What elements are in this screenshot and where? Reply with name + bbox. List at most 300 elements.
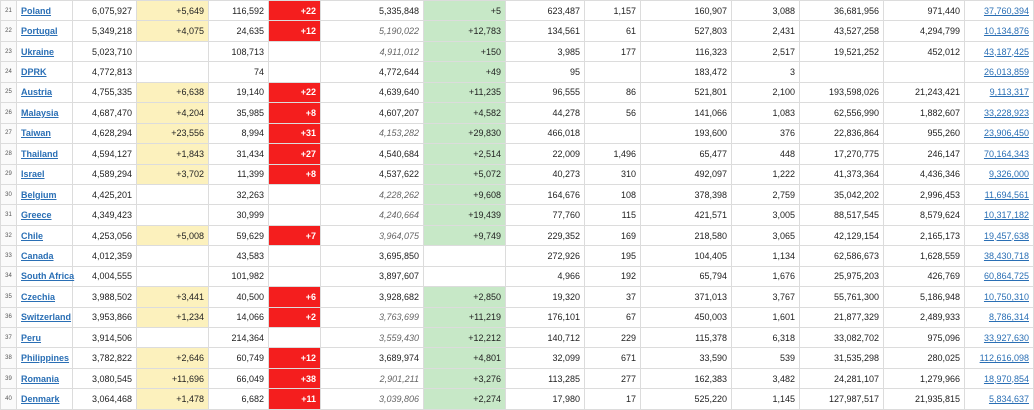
- total-deaths-cell: 59,629: [209, 225, 269, 245]
- total-deaths-cell: 101,982: [209, 266, 269, 286]
- new-cases-cell: [137, 184, 209, 204]
- rank-cell: 24: [1, 62, 17, 82]
- active-cell: 5,190,022: [321, 21, 424, 41]
- total-tests-cell: 36,681,956: [800, 1, 884, 21]
- population-link[interactable]: 60,864,725: [983, 271, 1029, 282]
- country-link[interactable]: Czechia: [21, 291, 56, 302]
- rank-cell: 22: [1, 21, 17, 41]
- total-cases-cell: 4,755,335: [73, 82, 137, 102]
- population-link[interactable]: 33,228,923: [983, 107, 1029, 118]
- serious-cell: [585, 62, 641, 82]
- active-cell: 4,639,640: [321, 82, 424, 102]
- new-cases-cell: +11,696: [137, 368, 209, 388]
- country-link[interactable]: Taiwan: [21, 128, 51, 139]
- rank-cell: 29: [1, 164, 17, 184]
- deaths-per-1m-cell: 3,767: [732, 287, 800, 307]
- country-cell[interactable]: [17, 41, 73, 61]
- total-cases-cell: 5,349,218: [73, 21, 137, 41]
- country-link[interactable]: Malaysia: [21, 107, 59, 118]
- tests-per-1m-cell: 4,294,799: [884, 21, 965, 41]
- total-deaths-cell: 30,999: [209, 205, 269, 225]
- population-link[interactable]: 112,616,098: [979, 353, 1029, 364]
- deaths-per-1m-cell: 2,431: [732, 21, 800, 41]
- new-cases-cell: [137, 246, 209, 266]
- table-row: [1, 328, 1034, 348]
- active-cases-cell: 176,101: [506, 307, 585, 327]
- population-cell[interactable]: [965, 62, 1034, 82]
- population-cell[interactable]: [965, 1, 1034, 21]
- population-cell[interactable]: [965, 123, 1034, 143]
- new-deaths-cell: [269, 62, 321, 82]
- population-cell[interactable]: [965, 184, 1034, 204]
- population-cell[interactable]: [965, 287, 1034, 307]
- table-row: [1, 21, 1034, 41]
- total-tests-cell: 31,535,298: [800, 348, 884, 368]
- active-cases-cell: 113,285: [506, 368, 585, 388]
- rank-cell: 40: [1, 389, 17, 409]
- serious-cell: 17: [585, 389, 641, 409]
- country-link[interactable]: DPRK: [21, 67, 47, 78]
- country-cell[interactable]: [17, 123, 73, 143]
- country-cell[interactable]: [17, 103, 73, 123]
- total-cases-cell: 4,687,470: [73, 103, 137, 123]
- serious-cell: 229: [585, 328, 641, 348]
- cases-per-1m-cell: 160,907: [641, 1, 732, 21]
- population-link[interactable]: 43,187,425: [983, 46, 1029, 57]
- serious-cell: 67: [585, 307, 641, 327]
- table-row: [1, 184, 1034, 204]
- active-cases-cell: 95: [506, 62, 585, 82]
- new-deaths-cell: +27: [269, 144, 321, 164]
- active-cell: 4,153,282: [321, 123, 424, 143]
- cases-per-1m-cell: 65,477: [641, 144, 732, 164]
- country-link[interactable]: Israel: [21, 169, 45, 180]
- serious-cell: 192: [585, 266, 641, 286]
- population-link[interactable]: 26,013,859: [983, 67, 1029, 78]
- population-link[interactable]: 70,164,343: [983, 148, 1029, 159]
- rank-cell: 27: [1, 123, 17, 143]
- table-row: [1, 62, 1034, 82]
- rank-cell: 37: [1, 328, 17, 348]
- total-tests-cell: [800, 62, 884, 82]
- deaths-per-1m-cell: 2,759: [732, 184, 800, 204]
- population-link[interactable]: 19,457,638: [983, 230, 1029, 241]
- tests-per-1m-cell: 1,628,559: [884, 246, 965, 266]
- total-tests-cell: 127,987,517: [800, 389, 884, 409]
- total-tests-cell: 41,373,364: [800, 164, 884, 184]
- total-cases-cell: 3,080,545: [73, 368, 137, 388]
- active-cases-cell: 623,487: [506, 1, 585, 21]
- new-recovered-cell: +11,235: [424, 82, 506, 102]
- new-deaths-cell: +12: [269, 21, 321, 41]
- tests-per-1m-cell: 21,935,815: [884, 389, 965, 409]
- cases-per-1m-cell: 183,472: [641, 62, 732, 82]
- country-link[interactable]: Poland: [21, 5, 52, 16]
- country-cell[interactable]: [17, 21, 73, 41]
- active-cell: 3,928,682: [321, 287, 424, 307]
- cases-per-1m-cell: 33,590: [641, 348, 732, 368]
- total-tests-cell: 88,517,545: [800, 205, 884, 225]
- total-deaths-cell: 14,066: [209, 307, 269, 327]
- tests-per-1m-cell: 2,165,173: [884, 225, 965, 245]
- population-link[interactable]: 33,927,630: [983, 332, 1029, 343]
- country-cell[interactable]: [17, 225, 73, 245]
- active-cell: 3,763,699: [321, 307, 424, 327]
- active-cell: 4,240,664: [321, 205, 424, 225]
- total-cases-cell: 5,023,710: [73, 41, 137, 61]
- rank-cell: 33: [1, 246, 17, 266]
- total-deaths-cell: 60,749: [209, 348, 269, 368]
- new-cases-cell: [137, 328, 209, 348]
- country-cell[interactable]: [17, 164, 73, 184]
- country-cell[interactable]: [17, 1, 73, 21]
- country-cell[interactable]: [17, 348, 73, 368]
- active-cases-cell: 3,985: [506, 41, 585, 61]
- population-cell[interactable]: [965, 82, 1034, 102]
- deaths-per-1m-cell: 1,083: [732, 103, 800, 123]
- active-cases-cell: 22,009: [506, 144, 585, 164]
- new-cases-cell: +4,075: [137, 21, 209, 41]
- active-cases-cell: 134,561: [506, 21, 585, 41]
- new-recovered-cell: [424, 266, 506, 286]
- total-tests-cell: 24,281,107: [800, 368, 884, 388]
- population-cell[interactable]: [965, 307, 1034, 327]
- new-cases-cell: +1,234: [137, 307, 209, 327]
- new-cases-cell: +3,702: [137, 164, 209, 184]
- serious-cell: 115: [585, 205, 641, 225]
- new-recovered-cell: +5: [424, 1, 506, 21]
- table-row: [1, 287, 1034, 307]
- new-cases-cell: +1,478: [137, 389, 209, 409]
- new-deaths-cell: +38: [269, 368, 321, 388]
- country-link[interactable]: Portugal: [21, 26, 58, 37]
- deaths-per-1m-cell: 3,005: [732, 205, 800, 225]
- population-cell[interactable]: [965, 348, 1034, 368]
- active-cases-cell: 32,099: [506, 348, 585, 368]
- country-cell[interactable]: [17, 205, 73, 225]
- new-deaths-cell: +11: [269, 389, 321, 409]
- new-deaths-cell: [269, 266, 321, 286]
- new-deaths-cell: +22: [269, 82, 321, 102]
- country-cell[interactable]: [17, 328, 73, 348]
- active-cell: 2,901,211: [321, 368, 424, 388]
- cases-per-1m-cell: 378,398: [641, 184, 732, 204]
- table-row: [1, 307, 1034, 327]
- tests-per-1m-cell: 452,012: [884, 41, 965, 61]
- population-link[interactable]: 37,760,394: [983, 5, 1029, 16]
- total-tests-cell: 42,129,154: [800, 225, 884, 245]
- population-link[interactable]: 11,694,561: [984, 189, 1029, 200]
- tests-per-1m-cell: 975,096: [884, 328, 965, 348]
- tests-per-1m-cell: 4,436,346: [884, 164, 965, 184]
- table-row: [1, 144, 1034, 164]
- rank-cell: 38: [1, 348, 17, 368]
- table-row: [1, 41, 1034, 61]
- rank-cell: 39: [1, 368, 17, 388]
- country-cell[interactable]: [17, 307, 73, 327]
- new-cases-cell: [137, 266, 209, 286]
- new-recovered-cell: +29,830: [424, 123, 506, 143]
- population-cell[interactable]: [965, 368, 1034, 388]
- table-body: [1, 1, 1034, 410]
- total-cases-cell: 3,782,822: [73, 348, 137, 368]
- active-cases-cell: 164,676: [506, 184, 585, 204]
- total-cases-cell: 4,004,555: [73, 266, 137, 286]
- country-cell[interactable]: [17, 62, 73, 82]
- new-cases-cell: +2,646: [137, 348, 209, 368]
- total-deaths-cell: 35,985: [209, 103, 269, 123]
- cases-per-1m-cell: 116,323: [641, 41, 732, 61]
- new-recovered-cell: +11,219: [424, 307, 506, 327]
- cases-per-1m-cell: 193,600: [641, 123, 732, 143]
- tests-per-1m-cell: 8,579,624: [884, 205, 965, 225]
- serious-cell: 1,496: [585, 144, 641, 164]
- rank-cell: 31: [1, 205, 17, 225]
- population-link[interactable]: 10,750,310: [983, 291, 1029, 302]
- country-link[interactable]: Thailand: [21, 148, 59, 159]
- deaths-per-1m-cell: 1,601: [732, 307, 800, 327]
- serious-cell: 108: [585, 184, 641, 204]
- population-link[interactable]: 9,326,000: [988, 169, 1029, 180]
- cases-per-1m-cell: 115,378: [641, 328, 732, 348]
- active-cases-cell: 17,980: [506, 389, 585, 409]
- active-cell: 3,964,075: [321, 225, 424, 245]
- cases-per-1m-cell: 141,066: [641, 103, 732, 123]
- table-row: [1, 82, 1034, 102]
- total-cases-cell: 4,349,423: [73, 205, 137, 225]
- rank-cell: 26: [1, 103, 17, 123]
- serious-cell: 277: [585, 368, 641, 388]
- total-tests-cell: 22,836,864: [800, 123, 884, 143]
- tests-per-1m-cell: 280,025: [884, 348, 965, 368]
- active-cases-cell: 44,278: [506, 103, 585, 123]
- total-cases-cell: 6,075,927: [73, 1, 137, 21]
- population-link[interactable]: 23,906,450: [983, 128, 1029, 139]
- cases-per-1m-cell: 450,003: [641, 307, 732, 327]
- country-cell[interactable]: [17, 184, 73, 204]
- country-cell[interactable]: [17, 82, 73, 102]
- country-link[interactable]: Chile: [21, 230, 44, 241]
- country-link[interactable]: Greece: [21, 210, 52, 221]
- total-deaths-cell: 66,049: [209, 368, 269, 388]
- new-deaths-cell: +8: [269, 103, 321, 123]
- new-cases-cell: [137, 62, 209, 82]
- new-deaths-cell: +8: [269, 164, 321, 184]
- rank-cell: 34: [1, 266, 17, 286]
- total-deaths-cell: 40,500: [209, 287, 269, 307]
- new-deaths-cell: +6: [269, 287, 321, 307]
- country-link[interactable]: Romania: [21, 373, 60, 384]
- rank-cell: 30: [1, 184, 17, 204]
- total-cases-cell: 4,594,127: [73, 144, 137, 164]
- deaths-per-1m-cell: 1,222: [732, 164, 800, 184]
- population-link[interactable]: 9,113,317: [989, 87, 1029, 98]
- total-tests-cell: 62,556,990: [800, 103, 884, 123]
- country-link[interactable]: South Africa: [21, 271, 75, 282]
- population-cell[interactable]: [965, 41, 1034, 61]
- total-deaths-cell: 32,263: [209, 184, 269, 204]
- population-cell[interactable]: [965, 205, 1034, 225]
- population-link[interactable]: 10,317,182: [983, 210, 1029, 221]
- deaths-per-1m-cell: 1,134: [732, 246, 800, 266]
- active-cell: 3,695,850: [321, 246, 424, 266]
- tests-per-1m-cell: [884, 62, 965, 82]
- new-recovered-cell: +49: [424, 62, 506, 82]
- new-recovered-cell: +12,783: [424, 21, 506, 41]
- total-tests-cell: 25,975,203: [800, 266, 884, 286]
- population-cell[interactable]: [965, 328, 1034, 348]
- deaths-per-1m-cell: 3,482: [732, 368, 800, 388]
- active-cases-cell: 96,555: [506, 82, 585, 102]
- cases-per-1m-cell: 371,013: [641, 287, 732, 307]
- active-cell: 5,335,848: [321, 1, 424, 21]
- population-link[interactable]: 38,430,718: [983, 250, 1029, 261]
- population-cell[interactable]: [965, 389, 1034, 409]
- active-cell: 3,897,607: [321, 266, 424, 286]
- serious-cell: 1,157: [585, 1, 641, 21]
- population-link[interactable]: 18,970,854: [983, 373, 1029, 384]
- total-deaths-cell: 108,713: [209, 41, 269, 61]
- new-recovered-cell: +4,582: [424, 103, 506, 123]
- population-link[interactable]: 5,834,637: [988, 394, 1029, 405]
- country-cell[interactable]: [17, 266, 73, 286]
- total-tests-cell: 21,877,329: [800, 307, 884, 327]
- serious-cell: 61: [585, 21, 641, 41]
- total-tests-cell: 193,598,026: [800, 82, 884, 102]
- table-row: [1, 389, 1034, 409]
- deaths-per-1m-cell: 2,100: [732, 82, 800, 102]
- tests-per-1m-cell: 426,769: [884, 266, 965, 286]
- active-cell: 4,228,262: [321, 184, 424, 204]
- total-deaths-cell: 19,140: [209, 82, 269, 102]
- cases-per-1m-cell: 527,803: [641, 21, 732, 41]
- tests-per-1m-cell: 971,440: [884, 1, 965, 21]
- total-cases-cell: 3,953,866: [73, 307, 137, 327]
- new-recovered-cell: +2,274: [424, 389, 506, 409]
- total-cases-cell: 4,425,201: [73, 184, 137, 204]
- rank-cell: 28: [1, 144, 17, 164]
- total-cases-cell: 4,253,056: [73, 225, 137, 245]
- deaths-per-1m-cell: 2,517: [732, 41, 800, 61]
- serious-cell: 56: [585, 103, 641, 123]
- population-link[interactable]: 10,134,876: [983, 26, 1029, 37]
- country-link[interactable]: Canada: [21, 250, 54, 261]
- active-cell: 4,537,622: [321, 164, 424, 184]
- country-link[interactable]: Switzerland: [21, 312, 72, 323]
- active-cases-cell: 77,760: [506, 205, 585, 225]
- population-cell[interactable]: [965, 103, 1034, 123]
- population-cell[interactable]: [965, 246, 1034, 266]
- new-deaths-cell: +7: [269, 225, 321, 245]
- total-cases-cell: 3,914,506: [73, 328, 137, 348]
- serious-cell: 177: [585, 41, 641, 61]
- country-link[interactable]: Denmark: [21, 394, 60, 405]
- new-deaths-cell: [269, 328, 321, 348]
- new-cases-cell: [137, 41, 209, 61]
- new-recovered-cell: +5,072: [424, 164, 506, 184]
- population-cell[interactable]: [965, 164, 1034, 184]
- country-link[interactable]: Belgium: [21, 189, 57, 200]
- deaths-per-1m-cell: 539: [732, 348, 800, 368]
- total-tests-cell: 17,270,775: [800, 144, 884, 164]
- new-deaths-cell: [269, 246, 321, 266]
- new-cases-cell: +1,843: [137, 144, 209, 164]
- new-deaths-cell: +31: [269, 123, 321, 143]
- country-link[interactable]: Peru: [21, 332, 42, 343]
- total-tests-cell: 33,082,702: [800, 328, 884, 348]
- total-cases-cell: 4,772,813: [73, 62, 137, 82]
- total-deaths-cell: 6,682: [209, 389, 269, 409]
- deaths-per-1m-cell: 448: [732, 144, 800, 164]
- country-cell[interactable]: [17, 144, 73, 164]
- active-cases-cell: 19,320: [506, 287, 585, 307]
- new-recovered-cell: [424, 246, 506, 266]
- cases-per-1m-cell: 521,801: [641, 82, 732, 102]
- tests-per-1m-cell: 1,279,966: [884, 368, 965, 388]
- tests-per-1m-cell: 955,260: [884, 123, 965, 143]
- new-cases-cell: +5,008: [137, 225, 209, 245]
- table-row: [1, 123, 1034, 143]
- population-link[interactable]: 8,786,314: [988, 312, 1029, 323]
- country-link[interactable]: Philippines: [21, 353, 70, 364]
- country-link[interactable]: Austria: [21, 87, 53, 98]
- total-cases-cell: 4,628,294: [73, 123, 137, 143]
- total-cases-cell: 3,988,502: [73, 287, 137, 307]
- new-cases-cell: +6,638: [137, 82, 209, 102]
- serious-cell: 310: [585, 164, 641, 184]
- table-row: [1, 348, 1034, 368]
- rank-cell: 21: [1, 1, 17, 21]
- active-cases-cell: 229,352: [506, 225, 585, 245]
- active-cases-cell: 4,966: [506, 266, 585, 286]
- rank-cell: 23: [1, 41, 17, 61]
- new-deaths-cell: +2: [269, 307, 321, 327]
- table-row: [1, 164, 1034, 184]
- country-cell[interactable]: [17, 246, 73, 266]
- total-cases-cell: 4,012,359: [73, 246, 137, 266]
- serious-cell: [585, 123, 641, 143]
- new-recovered-cell: +9,749: [424, 225, 506, 245]
- table-row: [1, 1, 1034, 21]
- active-cell: 4,607,207: [321, 103, 424, 123]
- new-deaths-cell: +12: [269, 348, 321, 368]
- population-cell[interactable]: [965, 266, 1034, 286]
- cases-per-1m-cell: 492,097: [641, 164, 732, 184]
- total-deaths-cell: 214,364: [209, 328, 269, 348]
- deaths-per-1m-cell: 3,065: [732, 225, 800, 245]
- cases-per-1m-cell: 65,794: [641, 266, 732, 286]
- table-row: [1, 266, 1034, 286]
- rank-cell: 25: [1, 82, 17, 102]
- country-link[interactable]: Ukraine: [21, 46, 55, 57]
- country-cell[interactable]: [17, 287, 73, 307]
- population-cell[interactable]: [965, 21, 1034, 41]
- active-cases-cell: 140,712: [506, 328, 585, 348]
- new-deaths-cell: +22: [269, 1, 321, 21]
- country-cell[interactable]: [17, 389, 73, 409]
- total-tests-cell: 55,761,300: [800, 287, 884, 307]
- serious-cell: 37: [585, 287, 641, 307]
- population-cell[interactable]: [965, 225, 1034, 245]
- deaths-per-1m-cell: 3,088: [732, 1, 800, 21]
- total-deaths-cell: 43,583: [209, 246, 269, 266]
- country-cell[interactable]: [17, 368, 73, 388]
- cases-per-1m-cell: 525,220: [641, 389, 732, 409]
- total-deaths-cell: 74: [209, 62, 269, 82]
- population-cell[interactable]: [965, 144, 1034, 164]
- new-recovered-cell: +4,801: [424, 348, 506, 368]
- rank-cell: 35: [1, 287, 17, 307]
